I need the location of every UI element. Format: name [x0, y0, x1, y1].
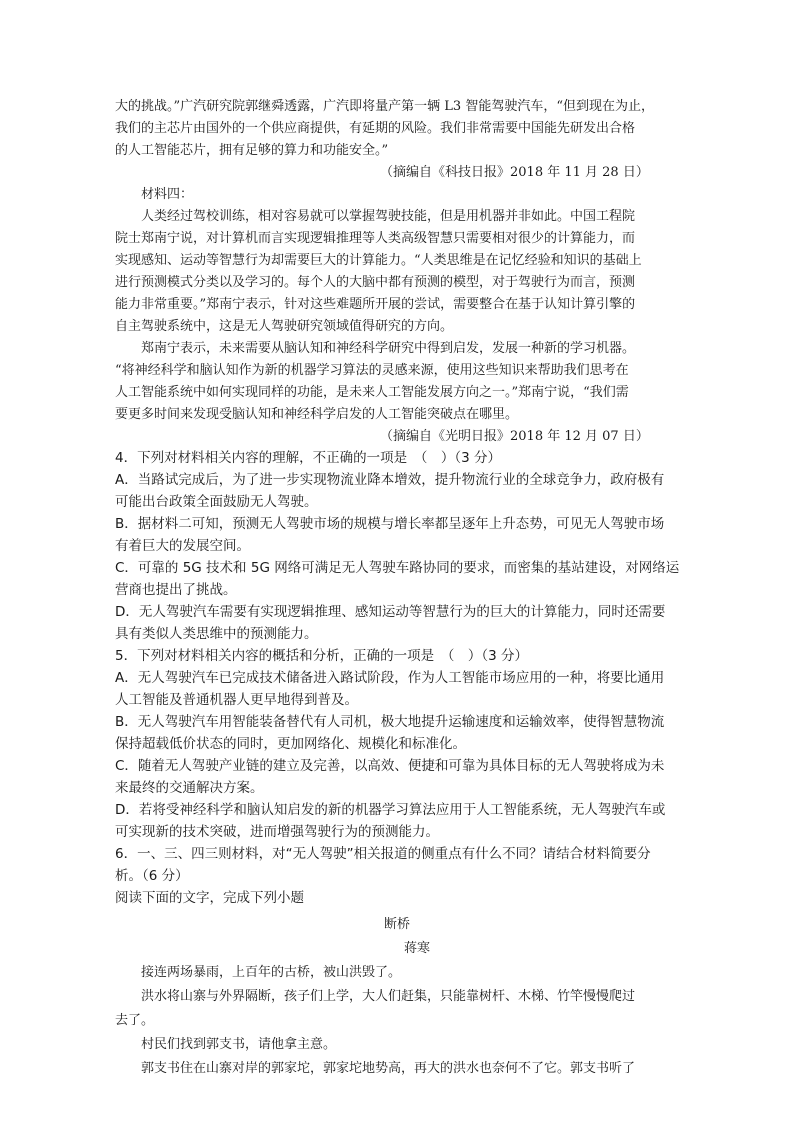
- q4-option-a-2: 可能出台政策全面鼓励无人驾驶。: [115, 494, 318, 510]
- q4-option-b-2: 有着巨大的发展空间。: [115, 538, 250, 554]
- story-line-1: 接连两场暴雨，上百年的古桥，被山洪毁了。: [141, 965, 402, 980]
- story-line-4: 村民们找到郭支书，请他拿主意。: [141, 1037, 337, 1052]
- material4-p1-line-3: 实现感知、运动等智慧行为却需要巨大的计算能力。“人类思维是在记忆经验和知识的基础上: [115, 253, 642, 268]
- story-line-5: 郭支书住在山寨对岸的郭家坨，郭家坨地势高，再大的洪水也奈何不了它。郭支书听了: [141, 1061, 636, 1076]
- material4-p2-line-1: 郑南宁表示，未来需要从脑认知和神经科学研究中得到启发，发展一种新的学习机器。: [141, 341, 636, 356]
- q6-line-2: 析。（6 分）: [115, 868, 189, 884]
- reading-intro: 阅读下面的文字，完成下列小题: [115, 890, 304, 906]
- material4-p1-line-6: 自主驾驶系统中，这是无人驾驶研究领域值得研究的方向。: [115, 319, 454, 334]
- q4-option-c-2: 营商也提出了挑战。: [115, 582, 237, 598]
- story-title: 断桥: [383, 917, 410, 932]
- q5-option-b-1: B．无人驾驶汽车用智能装备替代有人司机，极大地提升运输速度和运输效率，使得智慧物流: [115, 714, 665, 730]
- q4-option-d-1: D．无人驾驶汽车需要有实现逻辑推理、感知运动等智慧行为的巨大的计算能力，同时还需要: [115, 604, 666, 620]
- material4-p1-line-2: 院士郑南宁说，对计算机而言实现逻辑推理等人类高级智慧只需要相对很少的计算能力，而: [115, 231, 636, 246]
- material3-line-3: 的人工智能芯片，拥有足够的算力和功能安全。”: [115, 143, 389, 158]
- q5-option-b-2: 保持超载低价状态的同时，更加网络化、规模化和标准化。: [115, 736, 466, 752]
- q4-option-a-1: A．当路试完成后，为了进一步实现物流业降本增效，提升物流行业的全球竞争力，政府极有: [115, 472, 665, 488]
- material4-p1-line-5: 能力非常重要。”郑南宁表示，针对这些难题所开展的尝试，需要整合在基于认知计算引擎的: [115, 297, 636, 312]
- q4-stem: 4．下列对材料相关内容的理解，不正确的一项是 （ ）（3 分）: [115, 450, 501, 466]
- material3-line-2: 我们的主芯片由国外的一个供应商提供，有延期的风险。我们非常需要中国能先研发出合格: [115, 121, 636, 136]
- material4-title: 材料四：: [141, 187, 194, 202]
- q5-option-c-2: 来最终的交通解决方案。: [115, 780, 264, 796]
- material4-p2-line-3: 人工智能系统中如何实现同样的功能，是未来人工智能发展方向之一。”郑南宁说，“我们需: [115, 385, 629, 400]
- q4-option-c-1: C．可靠的 5G 技术和 5G 网络可满足无人驾驶车路协同的要求，而密集的基站建设，对网络运: [115, 560, 680, 576]
- q5-option-d-2: 可实现新的技术突破，进而增强驾驶行为的预测能力。: [115, 824, 439, 840]
- story-line-2: 洪水将山寨与外界隔断，孩子们上学，大人们赶集，只能靠树杆、木梯、竹竿慢慢爬过: [141, 989, 636, 1004]
- story-author: 蒋寒: [404, 941, 431, 956]
- material4-p1-line-1: 人类经过驾校训练，相对容易就可以掌握驾驶技能，但是用机器并非如此。中国工程院: [141, 209, 636, 224]
- story-line-3: 去了。: [115, 1013, 155, 1028]
- material4-p1-line-4: 进行预测模式分类以及学习的。每个人的大脑中都有预测的模型，对于驾驶行为而言，预测: [115, 275, 636, 290]
- material4-source: （摘编自《光明日报》2018 年 12 月 07 日）: [380, 429, 649, 444]
- material4-p2-line-4: 要更多时间来发现受脑认知和神经科学启发的人工智能突破点在哪里。: [115, 407, 519, 422]
- q4-option-b-1: B．据材料二可知，预测无人驾驶市场的规模与增长率都呈逐年上升态势，可见无人驾驶市场: [115, 516, 665, 532]
- q5-option-d-1: D．若将受神经科学和脑认知启发的新的机器学习算法应用于人工智能系统，无人驾驶汽车或: [115, 802, 666, 818]
- material3-line-1: 大的挑战。”广汽研究院郭继舜透露，广汽即将量产第一辆 L3 智能驾驶汽车，“但到现在为止，: [115, 99, 654, 114]
- q6-line-1: 6．一、三、四三则材料，对“无人驾驶”相关报道的侧重点有什么不同？请结合材料简要分: [115, 846, 651, 862]
- q5-option-a-2: 人工智能及普通机器人更早地得到普及。: [115, 692, 358, 708]
- q5-option-a-1: A．无人驾驶汽车已完成技术储备进入路试阶段，作为人工智能市场应用的一种，将要比通用: [115, 670, 665, 686]
- material3-source: （摘编自《科技日报》2018 年 11 月 28 日）: [380, 165, 649, 180]
- q5-stem: 5．下列对材料相关内容的概括和分析，正确的一项是 （ ）（3 分）: [115, 648, 528, 664]
- q4-option-d-2: 具有类似人类思维中的预测能力。: [115, 626, 318, 642]
- material4-p2-line-2: “将神经科学和脑认知作为新的机器学习算法的灵感来源，使用这些知识来帮助我们思考在: [115, 363, 629, 378]
- q5-option-c-1: C．随着无人驾驶产业链的建立及完善，以高效、便捷和可靠为具体目标的无人驾驶将成为未: [115, 758, 665, 774]
